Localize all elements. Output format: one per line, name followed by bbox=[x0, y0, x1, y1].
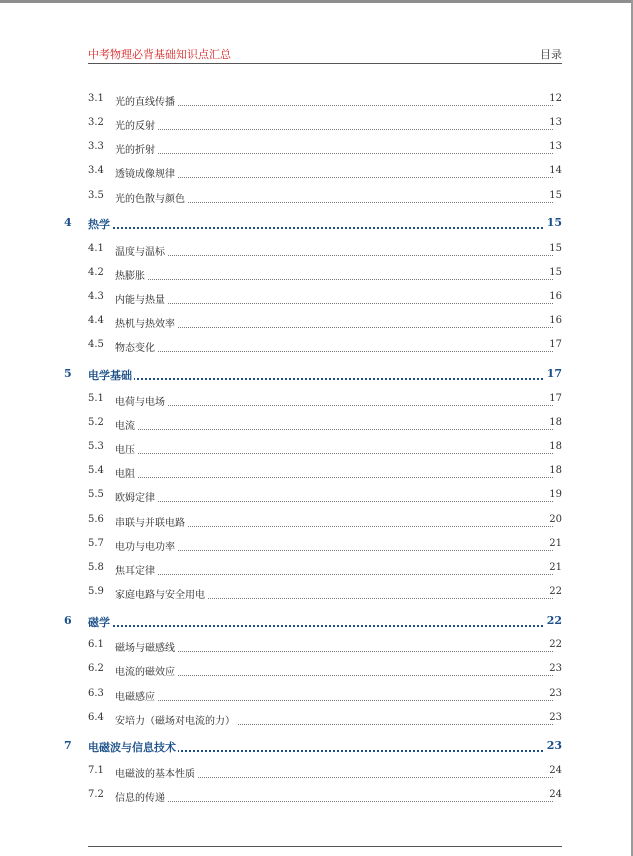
toc-subsection-entry[interactable] bbox=[0, 165, 633, 181]
toc-entry-page: 17 bbox=[546, 393, 562, 404]
toc-entry-label: 内能与热量 bbox=[115, 291, 167, 306]
toc-entry-label: 电磁感应 bbox=[115, 688, 157, 703]
toc-entry-page: 20 bbox=[546, 514, 562, 525]
toc-entry-page: 15 bbox=[546, 267, 562, 278]
toc-entry-page: 15 bbox=[544, 216, 562, 229]
toc-entry-number: 3.4 bbox=[88, 165, 104, 176]
toc-entry-label: 电压 bbox=[115, 441, 137, 456]
toc-subsection-entry[interactable] bbox=[0, 93, 633, 109]
toc-entry-label: 欧姆定律 bbox=[115, 489, 157, 504]
toc-entry-label: 光的直线传播 bbox=[115, 93, 177, 108]
toc-entry-number: 5.9 bbox=[88, 586, 104, 597]
toc-leader-dots bbox=[115, 243, 553, 256]
toc-entry-page: 18 bbox=[546, 441, 562, 452]
toc-entry-number: 5.6 bbox=[88, 514, 104, 525]
toc-section-entry[interactable] bbox=[0, 216, 633, 232]
toc-entry-number: 3.3 bbox=[88, 141, 104, 152]
toc-subsection-entry[interactable] bbox=[0, 639, 633, 655]
toc-entry-label: 光的反射 bbox=[115, 117, 157, 132]
toc-leader-dots bbox=[115, 639, 553, 652]
toc-entry-number: 4.1 bbox=[88, 243, 104, 254]
toc-subsection-entry[interactable] bbox=[0, 243, 633, 259]
toc-leader-dots bbox=[115, 441, 553, 454]
toc-leader-dots bbox=[115, 339, 553, 352]
toc-entry-number: 4.2 bbox=[88, 267, 104, 278]
toc-entry-label: 安培力（磁场对电流的力） bbox=[115, 712, 237, 727]
toc-entry-label: 电阻 bbox=[115, 465, 137, 480]
toc-subsection-entry[interactable] bbox=[0, 586, 633, 602]
toc-entry-number: 4.4 bbox=[88, 315, 104, 326]
toc-entry-page: 22 bbox=[546, 586, 562, 597]
toc-subsection-entry[interactable] bbox=[0, 141, 633, 157]
toc-leader-dots bbox=[115, 663, 553, 676]
toc-entry-label: 电磁波与信息技术 bbox=[88, 741, 176, 754]
toc-leader-dots bbox=[88, 216, 551, 229]
toc-entry-label: 串联与并联电路 bbox=[115, 514, 187, 529]
document-title: 中考物理必背基础知识点汇总 bbox=[88, 48, 231, 61]
toc-subsection-entry[interactable] bbox=[0, 315, 633, 331]
toc-leader-dots bbox=[115, 141, 553, 154]
toc-subsection-entry[interactable] bbox=[0, 441, 633, 457]
toc-subsection-entry[interactable] bbox=[0, 417, 633, 433]
toc-entry-page: 18 bbox=[546, 417, 562, 428]
toc-subsection-entry[interactable] bbox=[0, 465, 633, 481]
toc-leader-dots bbox=[115, 315, 553, 328]
toc-entry-number: 6.2 bbox=[88, 663, 104, 674]
toc-leader-dots bbox=[115, 562, 553, 575]
page-header bbox=[88, 46, 562, 64]
toc-entry-number: 4 bbox=[64, 216, 72, 229]
toc-subsection-entry[interactable] bbox=[0, 117, 633, 133]
toc-entry-page: 21 bbox=[546, 538, 562, 549]
toc-entry-number: 6.4 bbox=[88, 712, 104, 723]
toc-subsection-entry[interactable] bbox=[0, 562, 633, 578]
toc-entry-page: 19 bbox=[546, 489, 562, 500]
toc-entry-label: 热膨胀 bbox=[115, 267, 147, 282]
toc-entry-number: 5.7 bbox=[88, 538, 104, 549]
toc-subsection-entry[interactable] bbox=[0, 489, 633, 505]
toc-leader-dots bbox=[88, 614, 551, 627]
toc-entry-label: 热机与热效率 bbox=[115, 315, 177, 330]
toc-entry-page: 18 bbox=[546, 465, 562, 476]
toc-entry-number: 7.1 bbox=[88, 765, 104, 776]
toc-leader-dots bbox=[115, 267, 553, 280]
toc-entry-number: 6.3 bbox=[88, 688, 104, 699]
toc-entry-label: 电磁波的基本性质 bbox=[115, 765, 197, 780]
toc-entry-label: 磁学 bbox=[88, 616, 110, 629]
toc-section-entry[interactable] bbox=[0, 739, 633, 755]
toc-entry-page: 23 bbox=[546, 688, 562, 699]
toc-subsection-entry[interactable] bbox=[0, 765, 633, 781]
toc-entry-label: 家庭电路与安全用电 bbox=[115, 586, 207, 601]
toc-leader-dots bbox=[115, 489, 553, 502]
toc-entry-label: 温度与温标 bbox=[115, 243, 167, 258]
toc-entry-page: 24 bbox=[546, 765, 562, 776]
toc-subsection-entry[interactable] bbox=[0, 267, 633, 283]
toc-leader-dots bbox=[115, 688, 553, 701]
toc-subsection-entry[interactable] bbox=[0, 712, 633, 728]
toc-leader-dots bbox=[115, 393, 553, 406]
toc-entry-number: 3.2 bbox=[88, 117, 104, 128]
toc-section-entry[interactable] bbox=[0, 367, 633, 383]
toc-entry-number: 3.5 bbox=[88, 190, 104, 201]
toc-subsection-entry[interactable] bbox=[0, 190, 633, 206]
toc-subsection-entry[interactable] bbox=[0, 663, 633, 679]
toc-entry-number: 5.3 bbox=[88, 441, 104, 452]
toc-entry-page: 13 bbox=[546, 141, 562, 152]
toc-subsection-entry[interactable] bbox=[0, 339, 633, 355]
toc-entry-number: 5.1 bbox=[88, 393, 104, 404]
toc-entry-page: 23 bbox=[546, 712, 562, 723]
toc-entry-number: 6 bbox=[64, 614, 72, 627]
toc-subsection-entry[interactable] bbox=[0, 538, 633, 554]
toc-subsection-entry[interactable] bbox=[0, 789, 633, 805]
toc-leader-dots bbox=[115, 538, 553, 551]
toc-entry-label: 物态变化 bbox=[115, 339, 157, 354]
toc-entry-label: 电荷与电场 bbox=[115, 393, 167, 408]
section-name: 目录 bbox=[540, 48, 562, 61]
toc-entry-label: 热学 bbox=[88, 218, 110, 231]
toc-entry-number: 5.8 bbox=[88, 562, 104, 573]
toc-entry-page: 22 bbox=[544, 614, 562, 627]
toc-entry-number: 5.5 bbox=[88, 489, 104, 500]
toc-leader-dots bbox=[115, 465, 553, 478]
toc-entry-page: 17 bbox=[544, 367, 562, 380]
toc-subsection-entry[interactable] bbox=[0, 291, 633, 307]
toc-subsection-entry[interactable] bbox=[0, 514, 633, 530]
toc-leader-dots bbox=[88, 367, 551, 380]
toc-entry-label: 焦耳定律 bbox=[115, 562, 157, 577]
toc-entry-page: 16 bbox=[546, 291, 562, 302]
toc-entry-page: 21 bbox=[546, 562, 562, 573]
toc-leader-dots bbox=[115, 789, 553, 802]
footer-rule bbox=[88, 846, 562, 847]
toc-leader-dots bbox=[115, 93, 553, 106]
toc-entry-page: 15 bbox=[546, 243, 562, 254]
toc-entry-label: 电流的磁效应 bbox=[115, 663, 177, 678]
toc-entry-label: 电功与电功率 bbox=[115, 538, 177, 553]
toc-leader-dots bbox=[115, 117, 553, 130]
toc-subsection-entry[interactable] bbox=[0, 393, 633, 409]
toc-section-entry[interactable] bbox=[0, 614, 633, 630]
toc-entry-page: 23 bbox=[546, 663, 562, 674]
toc-entry-page: 23 bbox=[544, 739, 562, 752]
toc-entry-number: 6.1 bbox=[88, 639, 104, 650]
toc-entry-label: 信息的传递 bbox=[115, 789, 167, 804]
toc-entry-page: 24 bbox=[546, 789, 562, 800]
toc-entry-page: 14 bbox=[546, 165, 562, 176]
toc-entry-number: 5.2 bbox=[88, 417, 104, 428]
toc-entry-label: 电流 bbox=[115, 417, 137, 432]
toc-entry-page: 22 bbox=[546, 639, 562, 650]
toc-entry-label: 光的色散与颜色 bbox=[115, 190, 187, 205]
toc-entry-page: 15 bbox=[546, 190, 562, 201]
toc-entry-number: 5 bbox=[64, 367, 72, 380]
toc-subsection-entry[interactable] bbox=[0, 688, 633, 704]
toc-entry-page: 12 bbox=[546, 93, 562, 104]
toc-entry-page: 13 bbox=[546, 117, 562, 128]
toc-entry-number: 7.2 bbox=[88, 789, 104, 800]
toc-entry-number: 3.1 bbox=[88, 93, 104, 104]
toc-leader-dots bbox=[115, 417, 553, 430]
toc-entry-page: 16 bbox=[546, 315, 562, 326]
toc-entry-number: 4.3 bbox=[88, 291, 104, 302]
toc-entry-label: 光的折射 bbox=[115, 141, 157, 156]
toc-entry-label: 透镜成像规律 bbox=[115, 165, 177, 180]
toc-entry-page: 17 bbox=[546, 339, 562, 350]
toc-leader-dots bbox=[115, 165, 553, 178]
toc-entry-number: 5.4 bbox=[88, 465, 104, 476]
toc-entry-label: 磁场与磁感线 bbox=[115, 639, 177, 654]
toc-entry-number: 4.5 bbox=[88, 339, 104, 350]
toc-leader-dots bbox=[115, 291, 553, 304]
header-rule bbox=[88, 63, 562, 64]
toc-entry-label: 电学基础 bbox=[88, 369, 132, 382]
toc-entry-number: 7 bbox=[64, 739, 72, 752]
window-top-border bbox=[0, 0, 633, 3]
